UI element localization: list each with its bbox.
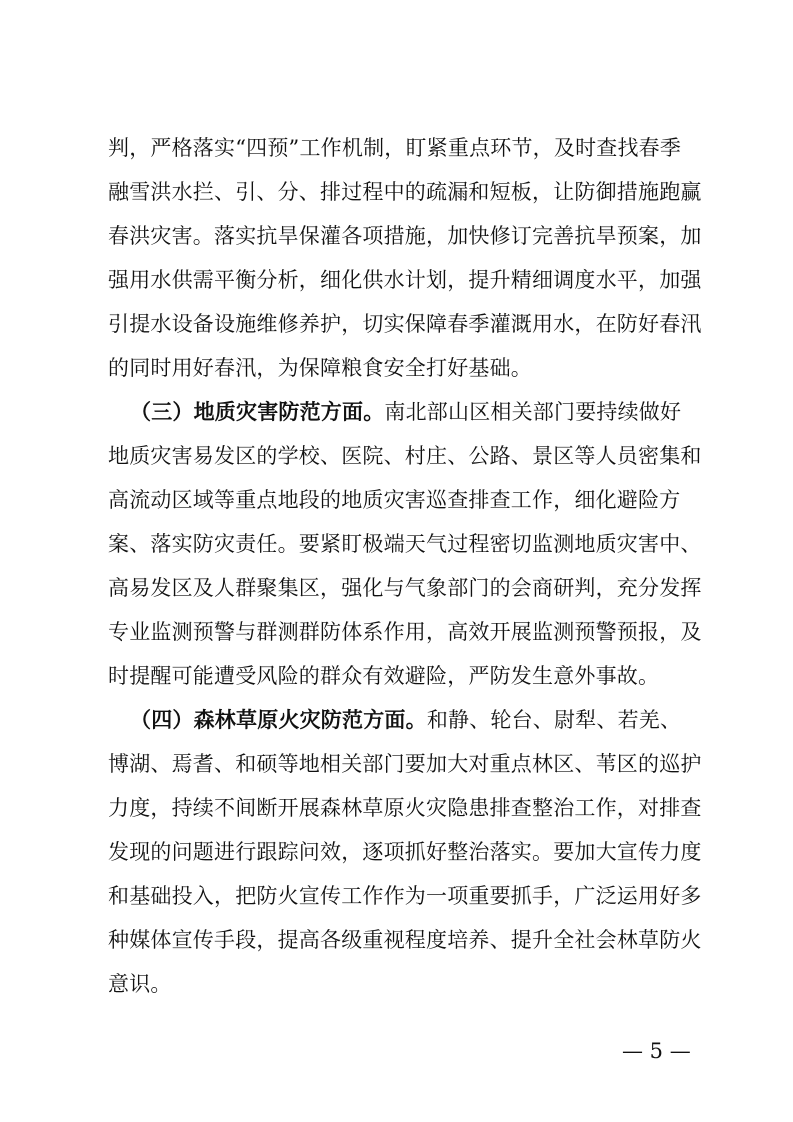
paragraph-line: 的同时用好春汛，为保障粮食安全打好基础。 xyxy=(108,356,532,380)
paragraph-line: 春洪灾害。落实抗旱保灌各项措施，加快修订完善抗旱预案，加 xyxy=(108,224,702,248)
section-heading: （三）地质灾害防范方面。 xyxy=(130,400,385,424)
paragraph-line: 发现的问题进行跟踪问效，逐项抓好整治落实。要加大宣传力度 xyxy=(108,840,702,864)
paragraph-line: 时提醒可能遭受风险的群众有效避险，严防发生意外事故。 xyxy=(108,664,660,688)
paragraph-line: 种媒体宣传手段，提高各级重视程度培养、提升全社会林草防火 xyxy=(108,928,702,952)
paragraph-line: 高易发区及人群聚集区，强化与气象部门的会商研判，充分发挥 xyxy=(108,576,702,600)
page-number: — 5 — xyxy=(622,1039,691,1063)
section-text: 南北部山区相关部门要持续做好 xyxy=(384,400,682,424)
paragraph-line: 引提水设备设施维修养护，切实保障春季灌溉用水，在防好春汛 xyxy=(108,312,702,336)
paragraph-line: 专业监测预警与群测群防体系作用，高效开展监测预警预报，及 xyxy=(108,620,702,644)
section-first-line xyxy=(130,398,710,426)
paragraph-line: 意识。 xyxy=(108,972,172,996)
section-heading: （四）森林草原火灾防范方面。 xyxy=(130,708,427,732)
paragraph-line: 力度，持续不间断开展森林草原火灾隐患排查整治工作，对排查 xyxy=(108,796,702,820)
paragraph-line: 博湖、焉耆、和硕等地相关部门要加大对重点林区、苇区的巡护 xyxy=(108,752,702,776)
paragraph-line: 强用水供需平衡分析，细化供水计划，提升精细调度水平，加强 xyxy=(108,268,702,292)
paragraph-line: 案、落实防灾责任。要紧盯极端天气过程密切监测地质灾害中、 xyxy=(108,532,702,556)
paragraph-line: 判，严格落实“四预”工作机制，盯紧重点环节，及时查找春季 xyxy=(108,136,682,160)
paragraph-line: 和基础投入，把防火宣传工作作为一项重要抓手，广泛运用好多 xyxy=(108,884,702,908)
paragraph-line: 地质灾害易发区的学校、医院、村庄、公路、景区等人员密集和 xyxy=(108,444,702,468)
section-text: 和静、轮台、尉犁、若羌、 xyxy=(426,708,682,732)
section-first-line xyxy=(130,706,710,734)
paragraph-line: 高流动区域等重点地段的地质灾害巡查排查工作，细化避险方 xyxy=(108,488,681,512)
paragraph-line: 融雪洪水拦、引、分、排过程中的疏漏和短板，让防御措施跑赢 xyxy=(108,180,702,204)
